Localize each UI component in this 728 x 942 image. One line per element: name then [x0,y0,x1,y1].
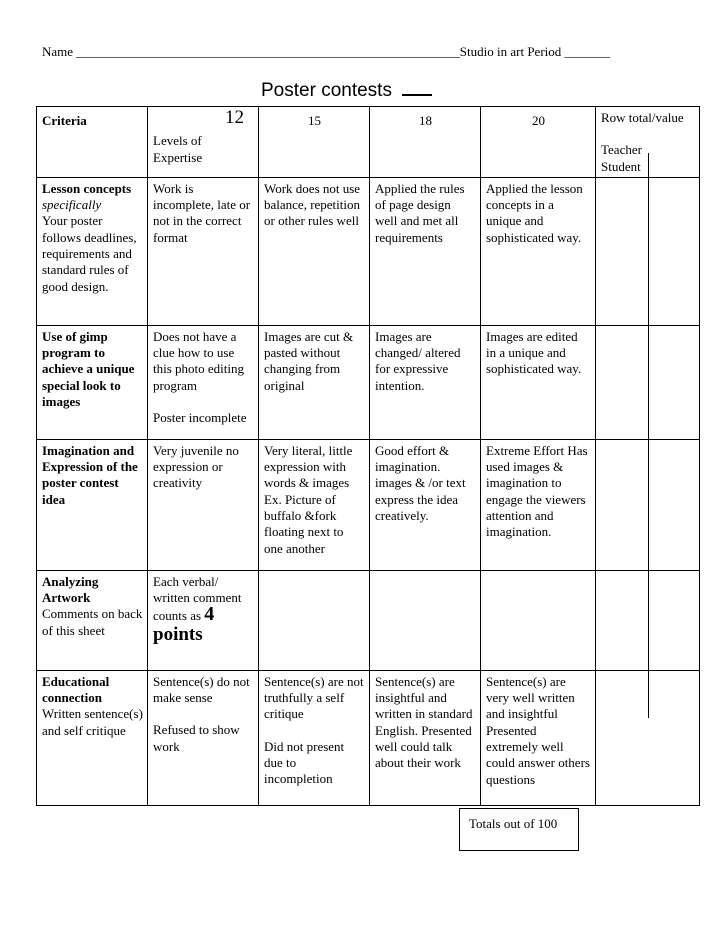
level-20-cell [481,570,596,670]
level-12-cell [148,670,259,805]
level-15-text: Sentence(s) are not truthfully a self critique [264,673,364,722]
levels-label: Levels of Expertise [153,133,203,165]
criteria-cell [37,570,148,670]
level-12-cell [148,570,259,670]
totals-label: Totals out of 100 [469,816,558,831]
rubric-table [36,106,700,806]
table-row [37,177,700,325]
teacher-label: Teacher [601,142,642,158]
level-15-cell: Very literal, little expression with words & images Ex. Picture of buffalo &fork floating next to one another [259,439,370,570]
table-row [37,670,700,805]
criteria-description: Comments on back of this sheet [42,606,143,638]
criteria-cell [37,177,148,325]
table-row [37,325,700,439]
points-label: points [153,623,203,645]
criteria-cell: Use of gimp program to achieve a unique special look to images [37,325,148,439]
criteria-description: Written sentence(s) and self critique [42,706,143,738]
level-20-cell: Extreme Effort Has used images & imagination to engage the viewers attention and imagination. [481,439,596,570]
level-12-text: Does not have a clue how to use this photo editing program [153,328,244,393]
level-18-header: 18 [370,107,481,178]
criteria-title: Educational connection [42,673,110,706]
level-15-cell [259,570,370,670]
level-18-cell: Good effort & imagination. images & /or text express the idea creatively. [370,439,481,570]
level-18-cell [370,570,481,670]
level-12-extra: Poster incomplete [153,410,247,426]
criteria-cell [37,670,148,805]
title-text: Poster contests [261,80,392,101]
level-15-cell: Images are cut & pasted without changing from original [259,325,370,439]
level-20-cell: Applied the lesson concepts in a unique and sophisticated way. [481,177,596,325]
level-18-cell: Images are changed/ altered for expressive intention. [370,325,481,439]
table-row [37,439,700,570]
level-18-cell: Sentence(s) are insightful and written in standard English. Presented well could talk about their work [370,670,481,805]
criteria-description: Your poster follows deadlines, requirements and standard rules of good design. [42,213,137,294]
criteria-title: Analyzing Artwork [42,573,99,606]
level-20-cell: Images are edited in a unique and sophisticated way. [481,325,596,439]
level-12-cell: Work is incomplete, late or not in the correct format [148,177,259,325]
criteria-cell: Imagination and Expression of the poster contest idea [37,439,148,570]
comment-rule-text: Each verbal/ written comment counts as [153,573,242,624]
name-period-line: Name ___________________________________________________________Studio in art Period _______ [42,44,611,59]
header-row [37,107,700,178]
level-12-cell [148,325,259,439]
points-number: 4 [204,603,215,626]
level-20-header: 20 [481,107,596,178]
student-label: Student [601,158,641,174]
criteria-title: Lesson concepts [42,180,132,196]
level-15-header: 15 [259,107,370,178]
totals-box[interactable] [459,808,579,851]
title-blank [402,80,432,96]
criteria-emphasis: specifically [42,197,102,213]
table-row [37,570,700,670]
row-total-label: Row total/value [601,110,684,125]
level-12-text: Sentence(s) do not make sense [153,673,250,706]
criteria-header: Criteria [37,107,148,178]
level-12-header: 12 [225,107,244,128]
level-12-cell: Very juvenile no expression or creativity [148,439,259,570]
levels-header [148,107,259,178]
level-15-cell [259,670,370,805]
level-12-extra: Refused to show work [153,722,240,754]
level-18-cell: Applied the rules of page design well and met all requirements [370,177,481,325]
teacher-student-divider [648,153,649,718]
level-15-cell: Work does not use balance, repetition or other rules well [259,177,370,325]
page-title [261,80,432,102]
level-20-cell: Sentence(s) are very well written and insightful Presented extremely well could answer others questions [481,670,596,805]
level-15-extra: Did not present due to incompletion [264,738,345,787]
